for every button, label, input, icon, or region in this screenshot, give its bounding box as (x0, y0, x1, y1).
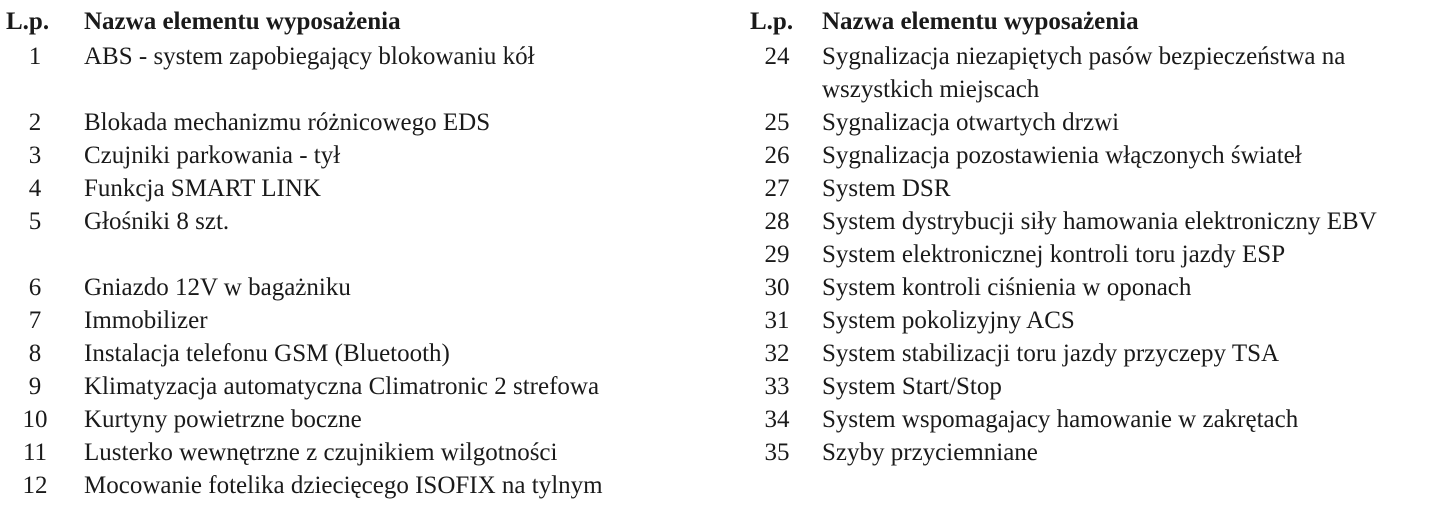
row-number: 35 (764, 439, 790, 466)
row-name: Gniazdo 12V w bagażniku (84, 274, 351, 301)
row-name: Sygnalizacja pozostawienia włączonych świateł (822, 142, 1302, 169)
row-number: 4 (28, 175, 42, 202)
row-name: Głośniki 8 szt. (84, 208, 230, 235)
table-row (750, 403, 1436, 436)
row-name: System Start/Stop (822, 373, 1002, 400)
table-row (750, 238, 1436, 271)
row-name: System elektronicznej kontroli toru jazdy ESP (822, 241, 1286, 268)
table-header (6, 4, 726, 40)
row-name: System kontroli ciśnienia w oponach (822, 274, 1192, 301)
header-lp: L.p. (750, 8, 794, 35)
table-row (6, 403, 726, 436)
table-row (750, 40, 1436, 106)
table-row (6, 106, 726, 139)
table-row (6, 469, 726, 502)
row-name: Sygnalizacja otwartych drzwi (822, 109, 1120, 136)
equipment-table-right (750, 4, 1436, 469)
header-name: Nazwa elementu wyposażenia (84, 8, 401, 35)
table-row (6, 172, 726, 205)
table-row (6, 139, 726, 172)
row-name: Szyby przyciemniane (822, 439, 1038, 466)
table-header (750, 4, 1436, 40)
table-row (6, 205, 726, 238)
row-number: 6 (28, 274, 42, 301)
row-name: Lusterko wewnętrzne z czujnikiem wilgotności (84, 439, 558, 466)
table-row (6, 40, 726, 73)
row-name: Immobilizer (84, 307, 208, 334)
row-number: 7 (28, 307, 42, 334)
row-name: System wspomagajacy hamowanie w zakrętach (822, 406, 1299, 433)
row-name: Klimatyzacja automatyczna Climatronic 2 strefowa (84, 373, 600, 400)
row-number: 31 (764, 307, 790, 334)
row-name: Czujniki parkowania - tył (84, 142, 341, 169)
row-spacer (6, 73, 726, 106)
row-number: 11 (22, 439, 48, 466)
row-spacer (6, 238, 726, 271)
row-number: 25 (764, 109, 790, 136)
row-number: 10 (22, 406, 48, 433)
row-number: 1 (28, 43, 42, 70)
row-number: 2 (28, 109, 42, 136)
table-row (750, 271, 1436, 304)
header-lp: L.p. (6, 8, 50, 35)
row-name: Sygnalizacja niezapiętych pasów bezpieczeństwa na wszystkich miejscach (822, 43, 1346, 103)
table-row (750, 436, 1436, 469)
table-row (6, 337, 726, 370)
row-name: System stabilizacji toru jazdy przyczepy TSA (822, 340, 1280, 367)
row-number: 34 (764, 406, 790, 433)
row-name: Funkcja SMART LINK (84, 175, 321, 202)
row-name: Instalacja telefonu GSM (Bluetooth) (84, 340, 450, 367)
table-row (750, 139, 1436, 172)
table-row (6, 271, 726, 304)
table-row (750, 337, 1436, 370)
row-number: 32 (764, 340, 790, 367)
row-number: 26 (764, 142, 790, 169)
table-row (750, 172, 1436, 205)
row-number: 12 (22, 472, 48, 499)
row-name: System dystrybucji siły hamowania elektroniczny EBV (822, 208, 1377, 235)
row-name: Kurtyny powietrzne boczne (84, 406, 362, 433)
table-row (750, 205, 1436, 238)
row-name: Blokada mechanizmu różnicowego EDS (84, 109, 491, 136)
equipment-table-left (6, 4, 726, 502)
row-number: 28 (764, 208, 790, 235)
header-name: Nazwa elementu wyposażenia (822, 8, 1139, 35)
table-row (6, 370, 726, 403)
row-name: System pokolizyjny ACS (822, 307, 1075, 334)
table-row (750, 304, 1436, 337)
row-number: 24 (764, 43, 790, 70)
table-row (6, 436, 726, 469)
row-number: 27 (764, 175, 790, 202)
table-row (750, 370, 1436, 403)
table-row (6, 304, 726, 337)
row-number: 8 (28, 340, 42, 367)
row-name: Mocowanie fotelika dziecięcego ISOFIX na tylnym (84, 472, 603, 499)
row-number: 5 (28, 208, 42, 235)
row-number: 3 (28, 142, 42, 169)
row-name: ABS - system zapobiegający blokowaniu kół (84, 43, 535, 70)
row-number: 9 (28, 373, 42, 400)
row-name: System DSR (822, 175, 951, 202)
row-number: 30 (764, 274, 790, 301)
row-number: 33 (764, 373, 790, 400)
table-row (750, 106, 1436, 139)
row-number: 29 (764, 241, 790, 268)
